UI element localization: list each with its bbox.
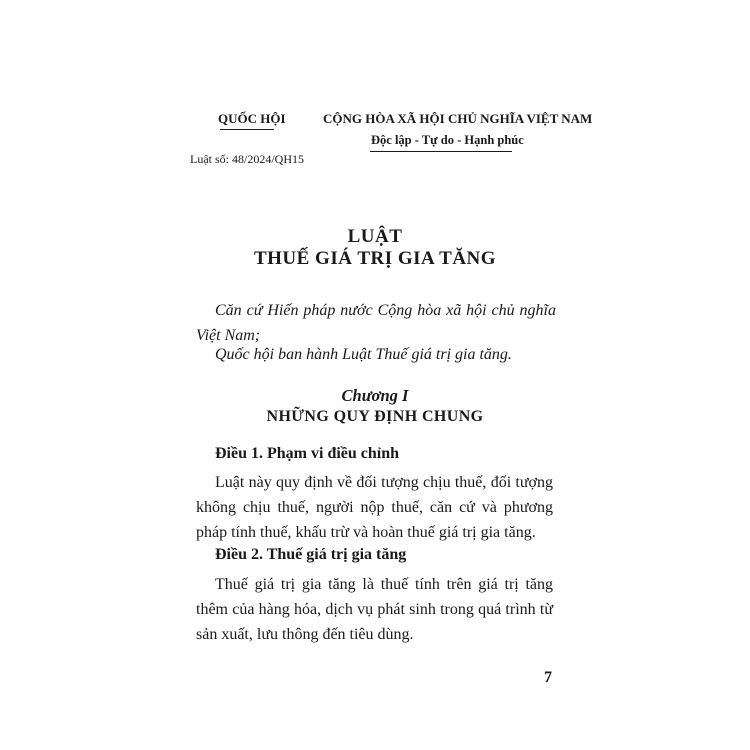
document-title: LUẬT: [347, 226, 403, 247]
article-2-heading: Điều 2. Thuế giá trị gia tăng: [215, 546, 407, 563]
national-title: CỘNG HÒA XÃ HỘI CHỦ NGHĨA VIỆT NAM: [323, 111, 593, 126]
preamble-enactment: Quốc hội ban hành Luật Thuế giá trị gia tăng.: [215, 346, 512, 363]
article-2-body: Thuế giá trị gia tăng là thuế tính trên giá trị tăng thêm của hàng hóa, dịch vụ phát sinh trong quá trình từ sản xuất, lưu thông đến tiêu dùng.: [196, 576, 553, 643]
page-number: 7: [544, 669, 552, 686]
chapter-title: NHỮNG QUY ĐỊNH CHUNG: [266, 408, 484, 425]
issuing-body: QUỐC HỘI: [218, 111, 286, 126]
issuing-body-underline: [220, 129, 274, 130]
law-number: Luật số: 48/2024/QH15: [190, 152, 304, 166]
motto-underline: [370, 151, 512, 152]
chapter-label: Chương I: [341, 386, 409, 405]
national-motto: Độc lập - Tự do - Hạnh phúc: [371, 133, 524, 147]
document-subtitle: THUẾ GIÁ TRỊ GIA TĂNG: [253, 248, 497, 269]
article-1-body: Luật này quy định về đối tượng chịu thuế, đối tượng không chịu thuế, người nộp thuế, căn cứ và phương pháp tính thuế, khấu trừ và hoàn thuế giá trị gia tăng.: [196, 474, 553, 541]
article-1-heading: Điều 1. Phạm vi điều chỉnh: [215, 445, 400, 462]
preamble-basis: Căn cứ Hiến pháp nước Cộng hòa xã hội chủ nghĩa Việt Nam;: [196, 302, 556, 344]
